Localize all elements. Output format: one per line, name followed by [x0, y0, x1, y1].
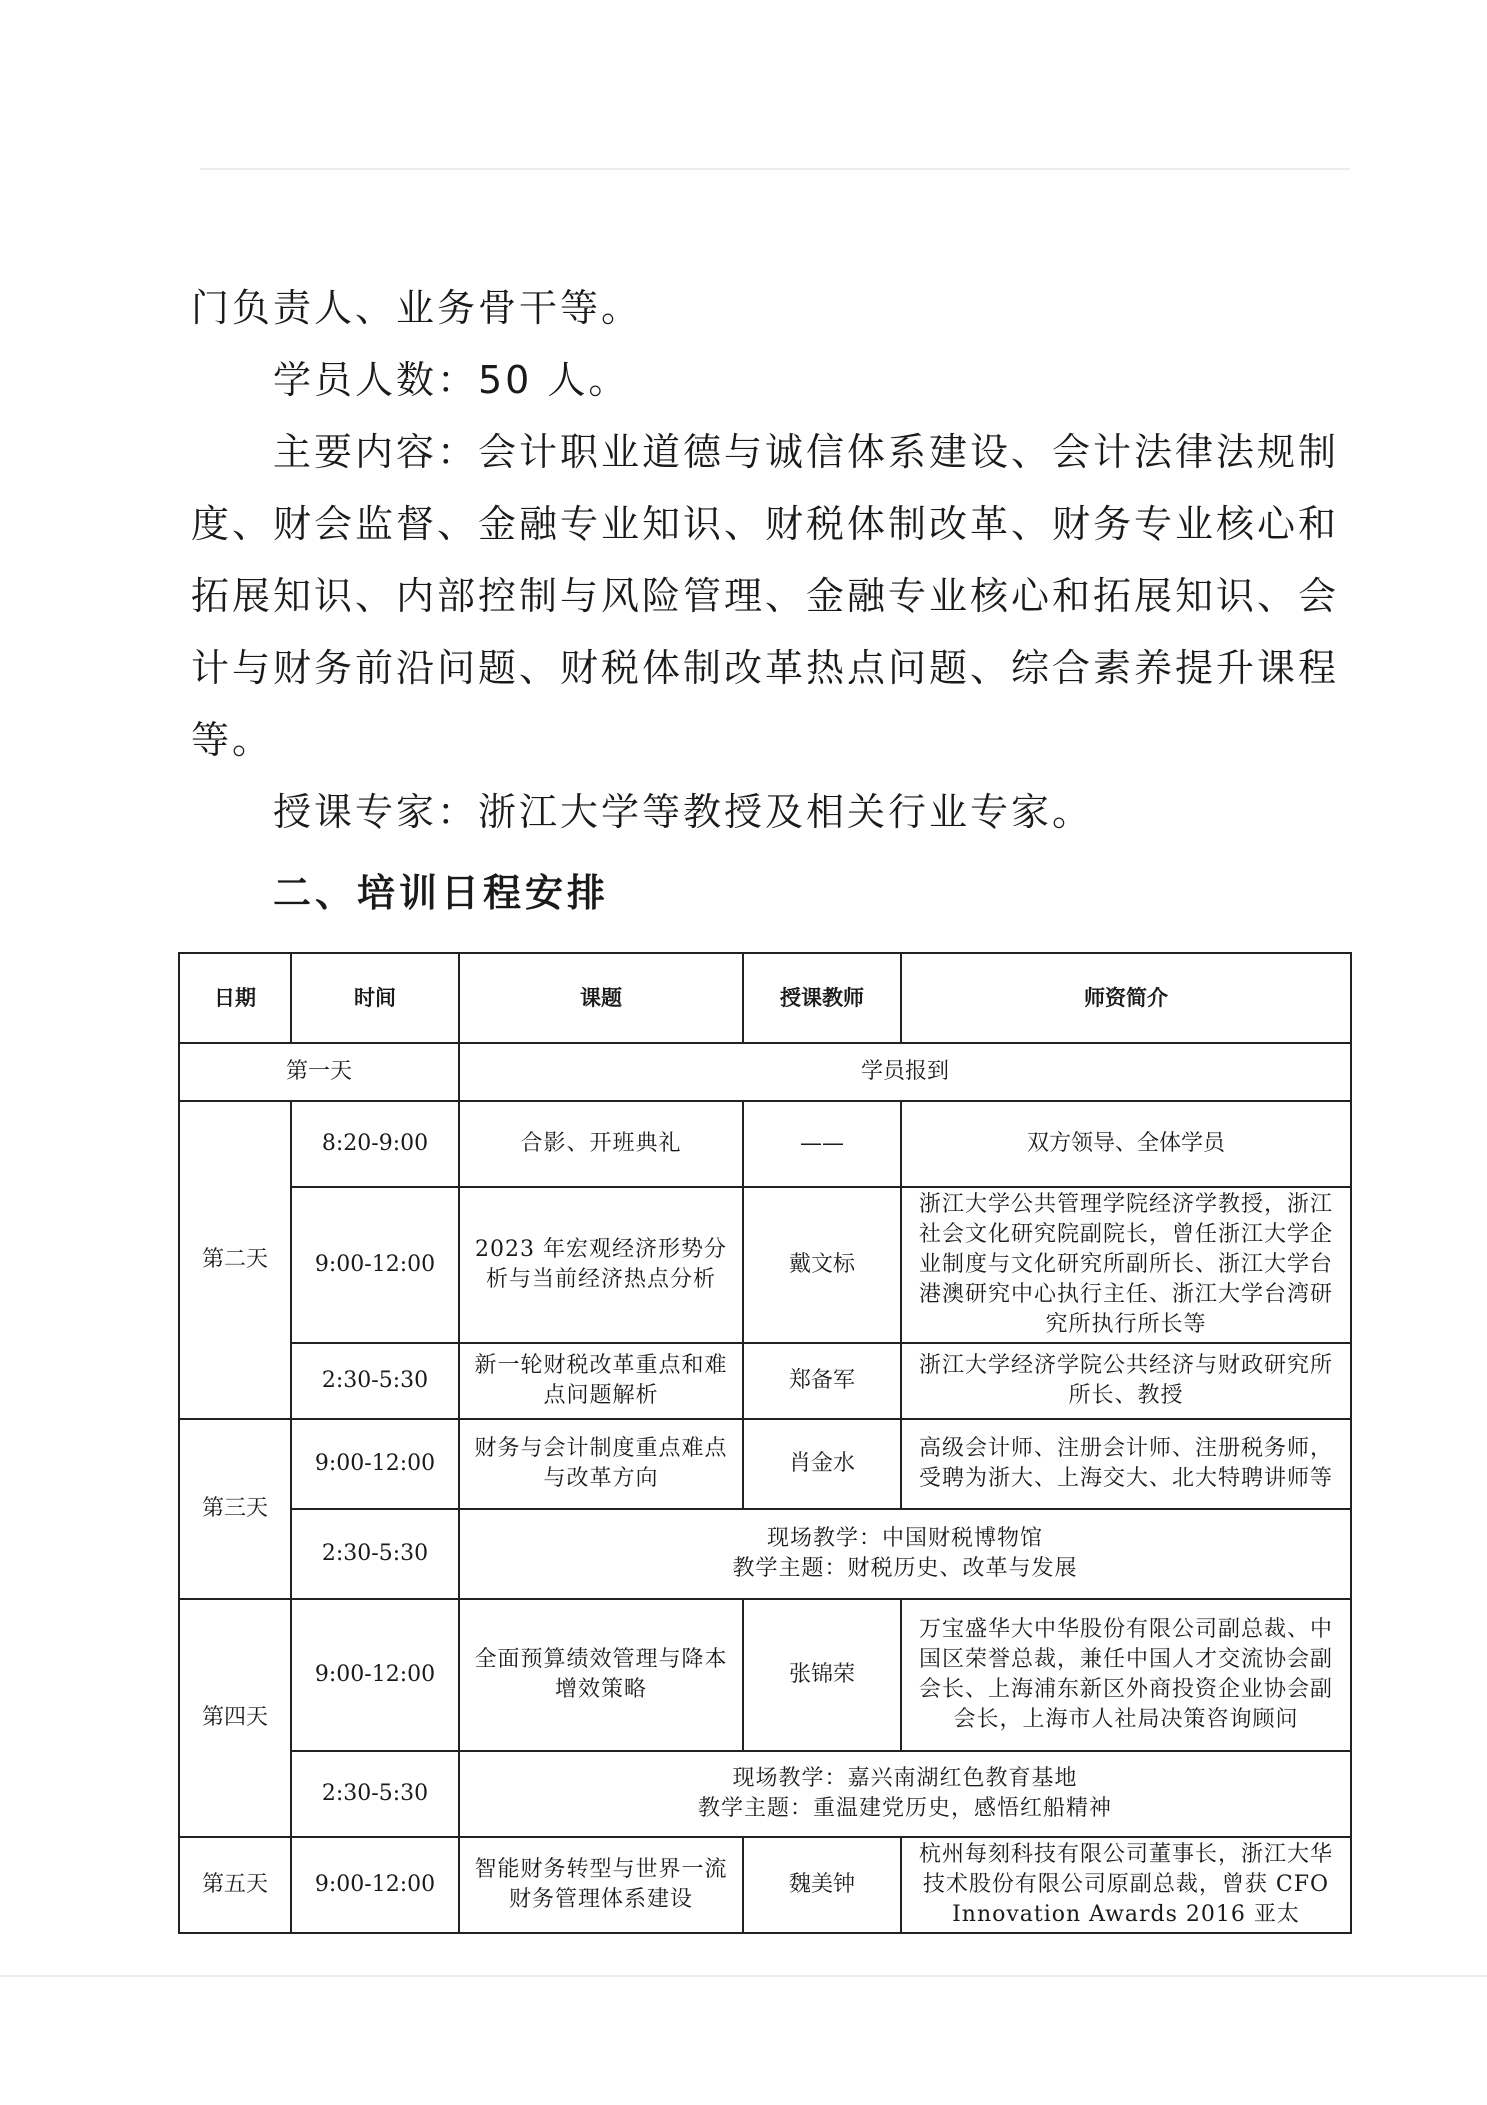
- day4-row1-teacher: 张锦荣: [743, 1599, 901, 1751]
- day5-row1-topic: 智能财务转型与世界一流财务管理体系建设: [459, 1837, 743, 1933]
- day2-row1-bio: 双方领导、全体学员: [901, 1101, 1351, 1187]
- day2-row3-teacher: 郑备军: [743, 1343, 901, 1419]
- day3-row1-time: 9:00-12:00: [291, 1419, 459, 1509]
- day3-row2-time: 2:30-5:30: [291, 1509, 459, 1599]
- table-row-day3-1: [179, 1419, 1351, 1509]
- day4-site: 现场教学：嘉兴南湖红色教育基地: [732, 1766, 1078, 1791]
- day3-row1-topic: 财务与会计制度重点难点与改革方向: [459, 1419, 743, 1509]
- day3-row1-teacher: 肖金水: [743, 1419, 901, 1509]
- paragraph-content-line-4: 计与财务前沿问题、财税体制改革热点问题、综合素养提升课程: [191, 646, 1340, 690]
- paragraph-line-1: 门负责人、业务骨干等。: [191, 286, 643, 330]
- day2-row3-bio: 浙江大学经济学院公共经济与财政研究所所长、教授: [901, 1343, 1351, 1419]
- day3-site: 现场教学：中国财税博物馆: [766, 1526, 1043, 1551]
- day4-theme: 教学主题：重温建党历史，感悟红船精神: [697, 1796, 1112, 1821]
- day1-note: 学员报到: [459, 1043, 1351, 1101]
- day2-row3-topic: 新一轮财税改革重点和难点问题解析: [459, 1343, 743, 1419]
- table-row-day2-3: [179, 1343, 1351, 1419]
- day3-row1-bio: 高级会计师、注册会计师、注册税务师，受聘为浙大、上海交大、北大特聘讲师等: [901, 1419, 1351, 1509]
- day3-theme: 教学主题：财税历史、改革与发展: [732, 1556, 1078, 1581]
- schedule-table: [178, 952, 1352, 1934]
- day1-date: 第一天: [179, 1043, 459, 1101]
- table-row-day2-1: [179, 1101, 1351, 1187]
- day4-row1-bio: 万宝盛华大中华股份有限公司副总裁、中国区荣誉总裁，兼任中国人才交流协会副会长、上海浦东新区外商投资企业协会副会长，上海市人社局决策咨询顾问: [901, 1599, 1351, 1751]
- day4-row2-time: 2:30-5:30: [291, 1751, 459, 1837]
- day2-row1-teacher: ——: [743, 1101, 901, 1187]
- table-row-day4-1: [179, 1599, 1351, 1751]
- table-row-day5-1: [179, 1837, 1351, 1933]
- day5-row1-bio: 杭州每刻科技有限公司董事长，浙江大华技术股份有限公司原副总裁，曾获 CFO Innovation Awards 2016 亚太: [901, 1837, 1351, 1933]
- day4-row1-time: 9:00-12:00: [291, 1599, 459, 1751]
- header-bio: 师资简介: [901, 953, 1351, 1043]
- day2-row1-topic: 合影、开班典礼: [459, 1101, 743, 1187]
- paragraph-content-line-3: 拓展知识、内部控制与风险管理、金融专业核心和拓展知识、会: [191, 574, 1340, 618]
- day2-row2-topic: 2023 年宏观经济形势分析与当前经济热点分析: [459, 1187, 743, 1343]
- day4-row1-topic: 全面预算绩效管理与降本增效策略: [459, 1599, 743, 1751]
- header-teacher: 授课教师: [743, 953, 901, 1043]
- scan-artifact-bottom: [0, 1975, 1487, 1977]
- paragraph-content-line-2: 度、财会监督、金融专业知识、财税体制改革、财务专业核心和: [191, 502, 1340, 546]
- table-row-day2-2: [179, 1187, 1351, 1343]
- day3-date: 第三天: [179, 1419, 291, 1599]
- paragraph-content-line-1: 主要内容：会计职业道德与诚信体系建设、会计法律法规制: [273, 430, 1340, 474]
- scan-artifact-top: [200, 168, 1350, 170]
- day2-row2-bio: 浙江大学公共管理学院经济学教授，浙江社会文化研究院副院长，曾任浙江大学企业制度与文化研究所副所长、浙江大学台港澳研究中心执行主任、浙江大学台湾研究所执行所长等: [901, 1187, 1351, 1343]
- section-heading: 二、培训日程安排: [273, 871, 610, 915]
- day5-row1-time: 9:00-12:00: [291, 1837, 459, 1933]
- table-row-day4-2: [179, 1751, 1351, 1837]
- day2-row3-time: 2:30-5:30: [291, 1343, 459, 1419]
- day5-date: 第五天: [179, 1837, 291, 1933]
- day4-date: 第四天: [179, 1599, 291, 1837]
- table-row-day3-2: [179, 1509, 1351, 1599]
- paragraph-participants: 学员人数：50 人。: [273, 358, 630, 402]
- header-topic: 课题: [459, 953, 743, 1043]
- paragraph-experts: 授课专家：浙江大学等教授及相关行业专家。: [273, 790, 1094, 834]
- day4-row2-site-cell: [459, 1751, 1351, 1837]
- table-header-row: [179, 953, 1351, 1043]
- header-date: 日期: [179, 953, 291, 1043]
- day2-row2-teacher: 戴文标: [743, 1187, 901, 1343]
- header-time: 时间: [291, 953, 459, 1043]
- table-row-day1: [179, 1043, 1351, 1101]
- day2-row2-time: 9:00-12:00: [291, 1187, 459, 1343]
- day2-row1-time: 8:20-9:00: [291, 1101, 459, 1187]
- paragraph-content-line-5: 等。: [191, 718, 274, 762]
- day3-row2-site-cell: [459, 1509, 1351, 1599]
- day2-date: 第二天: [179, 1101, 291, 1419]
- day5-row1-teacher: 魏美钟: [743, 1837, 901, 1933]
